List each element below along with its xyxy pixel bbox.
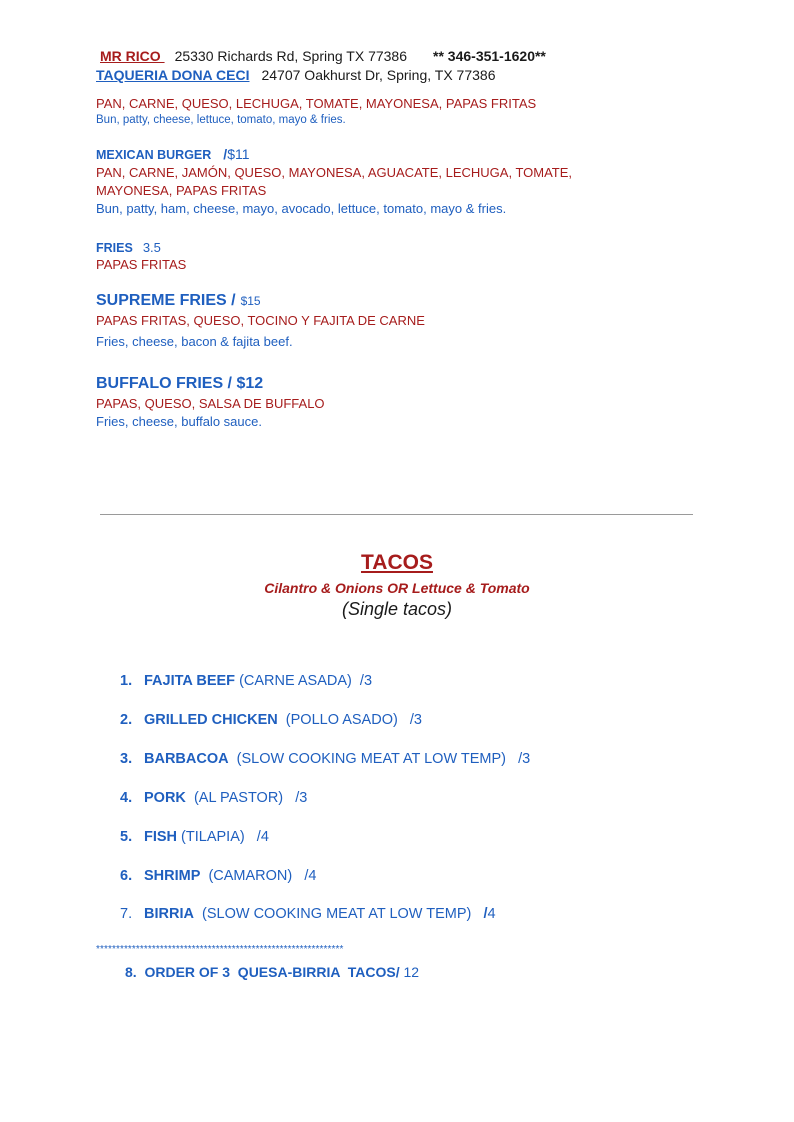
taco-item-name: PORK [144,790,186,806]
mexican-burger-sep: / [223,146,228,162]
restaurant-name-mr-rico[interactable]: MR RICO [100,48,165,64]
taco-item-4 [120,790,307,806]
restaurant-name-taqueria[interactable]: TAQUERIA DONA CECI [96,67,250,83]
taco-item-number: 4. [120,790,133,806]
taco-item-name: FAJITA BEEF [144,673,236,689]
taco-item-name: GRILLED CHICKEN [144,712,278,728]
mexican-burger-title: MEXICAN BURGER [96,148,212,162]
taco-item-7 [120,906,496,922]
taco-item-number: 7. [120,906,133,922]
taco-item-desc: (SLOW COOKING MEAT AT LOW TEMP) /3 [228,751,531,767]
supreme-fries-price: $15 [240,294,261,308]
taco-item-name: FISH [144,829,178,845]
quesa-birria-price: 12 [399,964,420,980]
taco-item-desc: (POLLO ASADO) /3 [277,712,422,728]
restaurant-1-address: 25330 Richards Rd, Spring TX 77386 [174,48,408,64]
taco-item-desc: (CARNE ASADA) /3 [235,673,373,689]
tacos-title: TACOS [361,551,433,574]
header-line-1 [100,48,546,64]
supreme-fries-title: SUPREME FRIES / [96,292,236,309]
taco-item-8 [125,964,419,980]
phone-number: ** 346-351-1620** [433,48,546,64]
fries-price: 3.5 [142,240,161,255]
mexican-burger-price: $11 [227,146,250,162]
taco-item-number: 5. [120,829,133,845]
quesa-birria-label: 8. ORDER OF 3 QUESA-BIRRIA TACOS/ [125,964,400,980]
taco-item-5 [120,829,269,845]
mexican-burger-english-desc: Bun, patty, ham, cheese, mayo, avocado, lettuce, tomato, mayo & fries. [96,201,507,216]
taco-item-desc: (SLOW COOKING MEAT AT LOW TEMP) [193,906,484,922]
burger-spanish-desc: PAN, CARNE, QUESO, LECHUGA, TOMATE, MAYONESA, PAPAS FRITAS [96,96,537,111]
taco-item-name: BIRRIA [144,906,194,922]
taco-item-name: BARBACOA [144,751,229,767]
mexican-burger-spanish-line-1: PAN, CARNE, JAMÓN, QUESO, MAYONESA, AGUACATE, LECHUGA, TOMATE, [96,165,573,180]
taco-item-desc: (CAMARON) /4 [200,868,317,884]
mexican-burger-spanish-line-2: MAYONESA, PAPAS FRITAS [96,183,267,198]
mexican-burger-heading [96,146,250,164]
taco-item-slash: / [483,906,488,922]
supreme-fries-heading [96,292,261,310]
taco-item-number: 2. [120,712,133,728]
taco-item-name: SHRIMP [144,868,201,884]
supreme-fries-english-desc: Fries, cheese, bacon & fajita beef. [96,334,293,349]
burger-english-desc: Bun, patty, cheese, lettuce, tomato, mayo & fries. [96,114,346,126]
tacos-note: (Single tacos) [341,599,453,619]
supreme-fries-spanish-desc: PAPAS FRITAS, QUESO, TOCINO Y FAJITA DE CARNE [96,313,425,328]
taco-item-price: 4 [487,906,496,922]
section-divider [100,514,693,515]
stars-separator: ************************************************************** [96,944,344,955]
fries-title: FRIES [96,241,133,255]
taco-item-3 [120,751,530,767]
restaurant-2-address: 24707 Oakhurst Dr, Spring, TX 77386 [261,67,496,83]
taco-item-1 [120,673,372,689]
taco-item-6 [120,868,316,884]
header-line-2 [96,67,495,83]
fries-spanish-desc: PAPAS FRITAS [96,257,187,272]
buffalo-fries-english-desc: Fries, cheese, buffalo sauce. [96,414,262,429]
buffalo-fries-title: BUFFALO FRIES / $12 [96,375,264,392]
taco-item-desc: (TILAPIA) /4 [177,829,269,845]
tacos-subtitle: Cilantro & Onions OR Lettuce & Tomato [264,580,530,596]
buffalo-fries-spanish-desc: PAPAS, QUESO, SALSA DE BUFFALO [96,396,325,411]
taco-item-number: 3. [120,751,133,767]
taco-item-2 [120,712,422,728]
taco-item-desc: (AL PASTOR) /3 [185,790,308,806]
fries-heading [96,239,161,257]
taco-item-number: 1. [120,673,133,689]
taco-item-number: 6. [120,868,133,884]
